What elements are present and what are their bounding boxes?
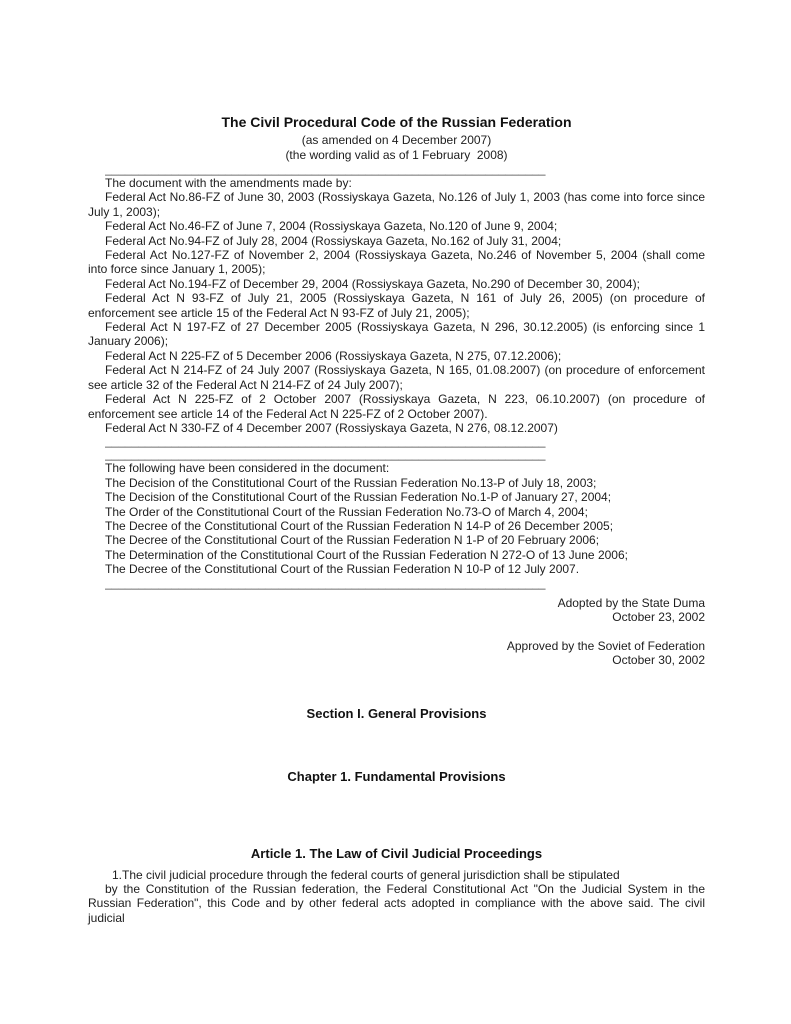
amendment-item: Federal Act N 330-FZ of 4 December 2007 (Rossiyskaya Gazeta, N 276, 08.12.2007): [105, 420, 558, 435]
amendment-item: Federal Act No.127-FZ of November 2, 2004 (Rossiyskaya Gazeta, No.246 of November 5, 2004 (shall come into force since January 1, 2005);: [88, 248, 705, 277]
separator-line: __________________________________________________________________: [105, 163, 546, 176]
approved-by-line: Approved by the Soviet of Federation: [506, 638, 705, 653]
considered-block: [88, 461, 705, 576]
adoption-block: [88, 596, 705, 668]
amendments-block: [88, 176, 705, 435]
subtitle-amended: (as amended on 4 December 2007): [301, 133, 492, 147]
separator-line: __________________________________________________________________: [105, 576, 546, 590]
considered-item: The Decision of the Constitutional Court of the Russian Federation No.1-P of January 27, 2004;: [105, 490, 612, 505]
considered-item: The Order of the Constitutional Court of the Russian Federation No.73-O of March 4, 2004;: [105, 504, 588, 519]
chapter-heading: Chapter 1. Fundamental Provisions: [287, 768, 506, 784]
section-heading: Section I. General Provisions: [306, 705, 487, 721]
considered-item: The Decision of the Constitutional Court of the Russian Federation No.13-P of July 18, 2003;: [105, 475, 597, 490]
amendment-item: Federal Act N 225-FZ of 5 December 2006 (Rossiyskaya Gazeta, N 275, 07.12.2006);: [105, 348, 562, 363]
amendment-item: Federal Act No.94-FZ of July 28, 2004 (Rossiyskaya Gazeta, No.162 of July 31, 2004;: [105, 233, 562, 248]
approved-date-line: October 30, 2002: [612, 653, 705, 668]
adopted-by-line: Adopted by the State Duma: [557, 595, 705, 610]
considered-item: The Decree of the Constitutional Court of the Russian Federation N 10-P of 12 July 2007.: [105, 562, 580, 577]
separator-line: __________________________________________________________________: [105, 448, 546, 462]
article-paragraph-line1: 1.The civil judicial procedure through the federal courts of general jurisdiction shall be stipulated: [112, 867, 620, 882]
amendment-item: Federal Act N 197-FZ of 27 December 2005 (Rossiyskaya Gazeta, N 296, 30.12.2005) (is enforcing since 1 January 2006);: [88, 320, 705, 349]
amendment-item: Federal Act No.46-FZ of June 7, 2004 (Rossiyskaya Gazeta, No.120 of June 9, 2004;: [105, 219, 558, 234]
amendment-item: Federal Act No.86-FZ of June 30, 2003 (Rossiyskaya Gazeta, No.126 of July 1, 2003 (has come into force since July 1, 2003);: [88, 190, 705, 219]
considered-intro: The following have been considered in the document:: [105, 461, 390, 476]
spacer: [88, 624, 705, 638]
considered-item: The Decree of the Constitutional Court of the Russian Federation N 14-P of 26 December 2005;: [105, 518, 614, 533]
article-heading: Article 1. The Law of Civil Judicial Proceedings: [250, 845, 543, 861]
subtitle-wording: (the wording valid as of 1 February 2008): [285, 148, 508, 162]
article-paragraph: by the Constitution of the Russian federation, the Federal Constitutional Act "On the Judicial System in the Russian Federation", this Code and by other federal acts adopted in compliance with the above said. The civil judicial: [88, 881, 705, 925]
separator-line: __________________________________________________________________: [105, 435, 546, 449]
amendments-intro: The document with the amendments made by:: [105, 176, 352, 190]
amendment-item: Federal Act No.194-FZ of December 29, 2004 (Rossiyskaya Gazeta, No.290 of December 30, 2004);: [105, 276, 640, 291]
amendment-item: Federal Act N 225-FZ of 2 October 2007 (Rossiyskaya Gazeta, N 223, 06.10.2007) (on procedure of enforcement see article 14 of the Federal Act N 225-FZ of 2 October 2007).: [88, 392, 705, 421]
considered-item: The Decree of the Constitutional Court of the Russian Federation N 1-P of 20 February 2006;: [105, 533, 600, 548]
amendment-item: Federal Act N 93-FZ of July 21, 2005 (Rossiyskaya Gazeta, N 161 of July 26, 2005) (on procedure of enforcement see article 15 of the Federal Act N 93-FZ of July 21, 2005);: [88, 291, 705, 320]
document-title: The Civil Procedural Code of the Russian Federation: [221, 114, 572, 130]
amendment-item: Federal Act N 214-FZ of 24 July 2007 (Rossiyskaya Gazeta, N 165, 01.08.2007) (on procedure of enforcement see article 32 of the Federal Act N 214-FZ of 24 July 2007);: [88, 363, 705, 392]
considered-item: The Determination of the Constitutional Court of the Russian Federation N 272-O of 13 June 2006;: [105, 547, 628, 562]
adopted-date-line: October 23, 2002: [612, 609, 705, 624]
